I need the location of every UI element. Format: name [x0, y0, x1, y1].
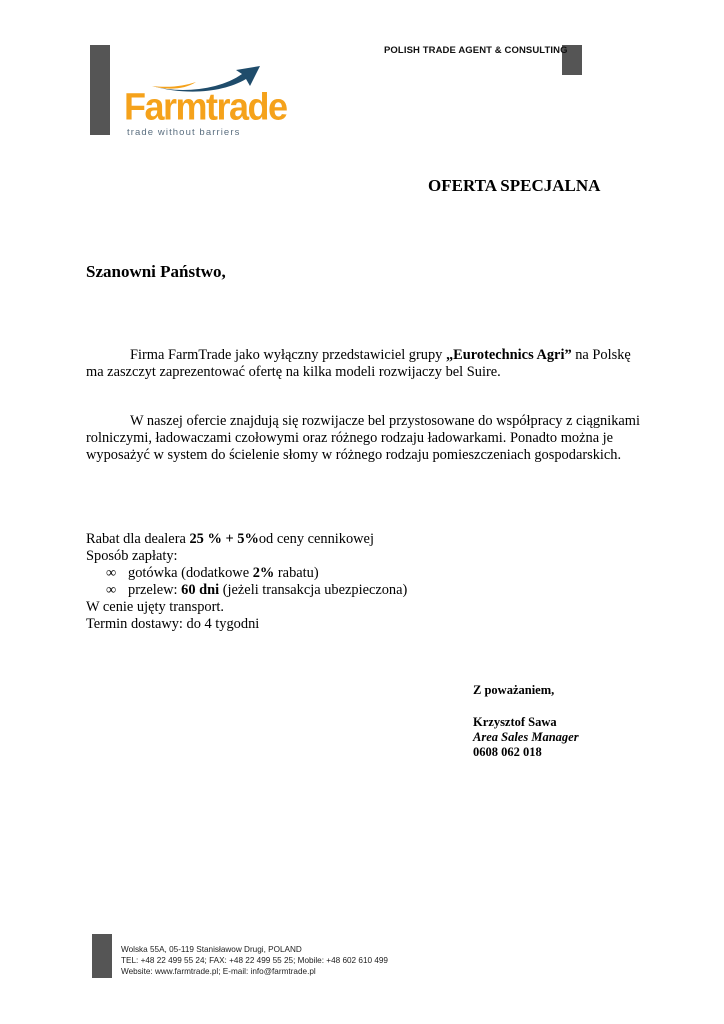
discount-value: 25 % + 5% — [189, 531, 259, 547]
signature-block — [473, 683, 579, 760]
cash-text: gotówka (dodatkowe — [128, 565, 253, 581]
list-item-cash — [86, 565, 407, 582]
bullet-icon: ∞ — [106, 582, 117, 598]
closing: Z poważaniem, — [473, 683, 555, 697]
logo-wordmark: Farmtrade — [124, 84, 287, 128]
discount-line — [86, 531, 407, 548]
footer — [121, 944, 388, 977]
intro-text-end: na Polskę ma zaszczyt zaprezentować ofertę na kilka modeli rozwijaczy bel Suire. — [86, 347, 631, 380]
intro-paragraph — [86, 347, 646, 381]
footer-contact: TEL: +48 22 499 55 24; FAX: +48 22 499 55 25; Mobile: +48 602 610 499 — [121, 956, 388, 965]
intro-text-start: Firma FarmTrade jako wyłączny przedstawiciel grupy — [130, 347, 446, 363]
transfer-text: przelew: — [128, 582, 182, 598]
brand-name: „Eurotechnics Agri” — [445, 347, 572, 363]
farmtrade-logo — [124, 62, 287, 140]
offer-paragraph — [86, 413, 646, 464]
offer-title: OFERTA SPECJALNA — [428, 176, 601, 195]
terms-block — [86, 531, 407, 633]
header-left-bar — [90, 45, 110, 135]
salutation: Szanowni Państwo, — [86, 262, 226, 281]
signer-phone: 0608 062 018 — [473, 745, 542, 759]
signer-role: Area Sales Manager — [473, 730, 579, 744]
cash-discount: 2% — [252, 565, 275, 581]
discount-suffix: od ceny cennikowej — [258, 531, 374, 547]
cash-suffix: rabatu) — [274, 565, 319, 581]
company-tagline: POLISH TRADE AGENT & CONSULTING — [384, 45, 568, 56]
list-item-transfer — [86, 582, 407, 599]
footer-address: Wolska 55A, 05-119 Stanisławow Drugi, POLAND — [121, 945, 302, 954]
transfer-suffix: (jeżeli transakcja ubezpieczona) — [219, 582, 408, 598]
delivery-line: Termin dostawy: do 4 tygodni — [86, 616, 260, 632]
offer-text: W naszej ofercie znajdują się rozwijacze bel przystosowane do współpracy z ciągnikami rolniczymi, ładowaczami czołowymi oraz różnego rodzaju ładowarkami. Ponadto można je wyposażyć w system do ścielenie słomy w różnego rodzaju pomieszczeniach gospodarskich. — [86, 413, 640, 463]
discount-label: Rabat dla dealera — [86, 531, 190, 547]
transport-line: W cenie ujęty transport. — [86, 599, 224, 615]
payment-label: Sposób zapłaty: — [86, 548, 178, 564]
footer-web: Website: www.farmtrade.pl; E-mail: info@farmtrade.pl — [121, 967, 316, 976]
logo-tagline: trade without barriers — [127, 127, 241, 138]
footer-bar — [92, 934, 112, 978]
signer-name: Krzysztof Sawa — [473, 715, 557, 729]
transfer-days: 60 dni — [181, 582, 220, 598]
bullet-icon: ∞ — [106, 565, 117, 581]
